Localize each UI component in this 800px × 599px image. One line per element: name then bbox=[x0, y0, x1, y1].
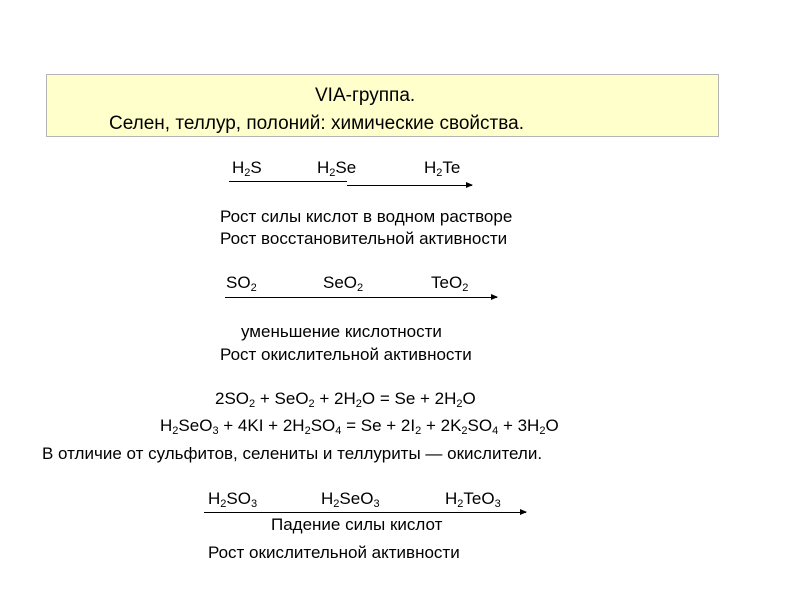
divider-line bbox=[229, 181, 347, 182]
arrow-right-icon bbox=[347, 185, 472, 186]
formula-h2seo3: $H_2SeO_3$ bbox=[321, 489, 380, 510]
equation-1: $2SO_2 + SeO_2 + 2H_2O = Se + 2H_2O$ bbox=[215, 389, 476, 410]
note-text: В отличие от сульфитов, селениты и теллуриты — окислители. bbox=[42, 444, 543, 463]
formula-seo2: SeO$_2$ bbox=[323, 273, 364, 294]
formula-h2se: $H_2Se$ bbox=[317, 158, 357, 179]
formula-teo2: TeO$_2$ bbox=[431, 273, 469, 294]
row3-text-1: Падение силы кислот bbox=[271, 515, 443, 534]
formula-h2so3: $H_2SO_3$ bbox=[208, 489, 258, 510]
title-line-1: VIA-группа. bbox=[315, 85, 416, 106]
row3-text-2: Рост окислительной активности bbox=[208, 543, 460, 562]
formula-h2s: $H_2S$ bbox=[232, 158, 262, 179]
title-box bbox=[46, 74, 719, 137]
formula-h2teo3: $H_2TeO_3$ bbox=[445, 489, 501, 510]
formula-h2te: $H_2Te$ bbox=[424, 158, 461, 179]
arrow-right-icon bbox=[225, 297, 497, 298]
row1-text-1: Рост силы кислот в водном растворе bbox=[220, 207, 513, 226]
arrow-right-icon bbox=[204, 512, 526, 513]
equation-2: $H_2SeO_3 + 4KI + 2H_2SO_4 = Se + 2I_2 + 2K_2SO_4 + 3H_2O$ bbox=[160, 416, 559, 437]
row2-text-1: уменьшение кислотности bbox=[241, 322, 442, 341]
formula-so2: $SO_2$ bbox=[226, 273, 257, 294]
row1-text-2: Рост восстановительной активности bbox=[220, 229, 508, 248]
title-line-2: Селен, теллур, полоний: химические свойства. bbox=[109, 113, 524, 134]
row2-text-2: Рост окислительной активности bbox=[220, 345, 472, 364]
